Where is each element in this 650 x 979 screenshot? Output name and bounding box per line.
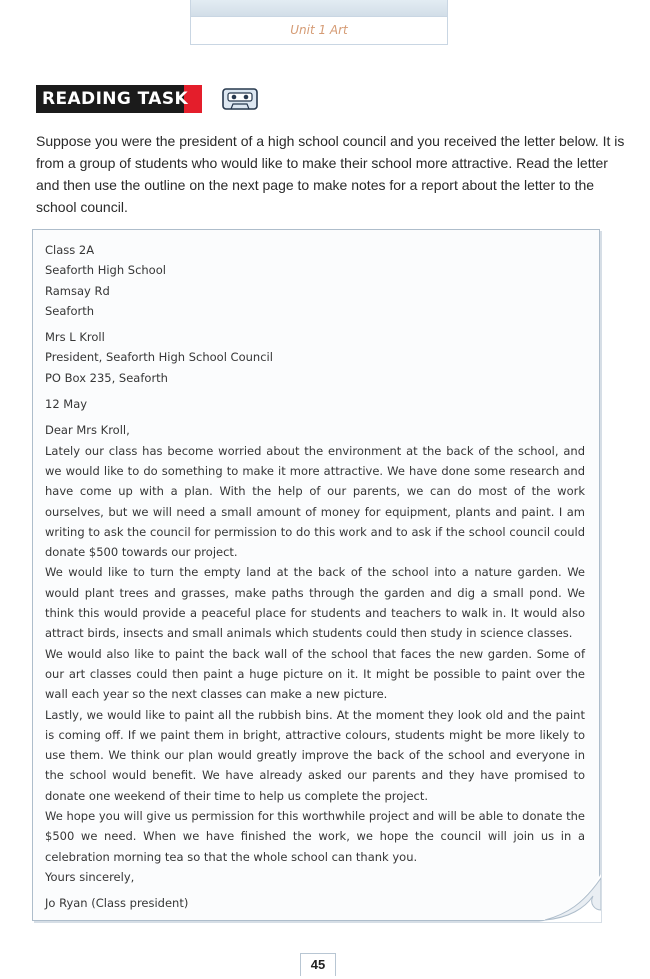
header-sky-strip xyxy=(191,0,447,17)
page-number: 45 xyxy=(300,953,336,976)
reading-task-label: READING TASK xyxy=(42,89,189,109)
letter-date: 12 May xyxy=(45,397,88,412)
letter-signature: Jo Ryan (Class president) xyxy=(45,896,189,911)
letter-paragraph: We hope you will give us permission for this worthwhile project and will be able to donate the $500 we need. When we have finished the work, we hope the council will join us in a celebration morning tea so that the whole school can thank you. xyxy=(45,809,585,864)
page-curl-decoration xyxy=(539,874,601,922)
recipient-address-line: Mrs L Kroll xyxy=(45,330,105,345)
recipient-address-line: PO Box 235, Seaforth xyxy=(45,370,168,385)
task-instructions: Suppose you were the president of a high school council and you received the letter below. It is from a group of students who would like to make their school more attractive. Read the letter and then use the outline on the next page to make notes for a report about the letter to the school council. xyxy=(36,133,625,215)
recipient-address xyxy=(45,327,585,388)
letter-closing: Yours sincerely, xyxy=(45,869,135,884)
recipient-address-line: President, Seaforth High School Council xyxy=(45,350,273,365)
letter-body xyxy=(45,240,585,914)
sender-address xyxy=(45,240,585,321)
letter-greeting: Dear Mrs Kroll, xyxy=(45,423,130,438)
sender-address-line: Seaforth High School xyxy=(45,263,166,278)
sender-address-line: Class 2A xyxy=(45,243,95,257)
unit-header-tab xyxy=(190,0,448,45)
letter-card xyxy=(32,229,600,921)
unit-title: Unit 1 Art xyxy=(290,23,348,37)
cassette-tape-icon xyxy=(222,88,258,110)
letter-paragraph: Lastly, we would like to paint all the rubbish bins. At the moment they look old and the paint is coming off. If we paint them in bright, attractive colours, students might be more likely to use them. We think our plan would greatly improve the back of the school and everyone in the school would benefit. We have already asked our parents and they have promised to donate one weekend of their time to help us complete the project. xyxy=(45,707,585,803)
sender-address-line: Seaforth xyxy=(45,303,95,318)
letter-paragraph: We would also like to paint the back wall of the school that faces the new garden. Some of our art classes could then paint a huge picture on it. It might be possible to paint over the wall each year so the next classes can make a new picture. xyxy=(45,646,585,702)
reading-task-banner xyxy=(36,85,202,113)
letter-paragraph: Lately our class has become worried about the environment at the back of the school, and we would like to do something to make it more attractive. We have done some research and have come up with a plan. With the help of our parents, we can do most of the work ourselves, but we will need a small amount of money for equipment, plants and paint. I am writing to ask the council for permission to do this work and to ask if the school council could donate $500 towards our project. xyxy=(45,443,585,560)
sender-address-line: Ramsay Rd xyxy=(45,283,110,298)
letter-paragraph: We would like to turn the empty land at the back of the school into a nature garden. We would plant trees and grasses, make paths through the garden and dig a small pond. We think this would provide a peaceful place for students and teachers to walk in. It would also attract birds, insects and small animals which students could then study in science classes. xyxy=(45,565,585,641)
